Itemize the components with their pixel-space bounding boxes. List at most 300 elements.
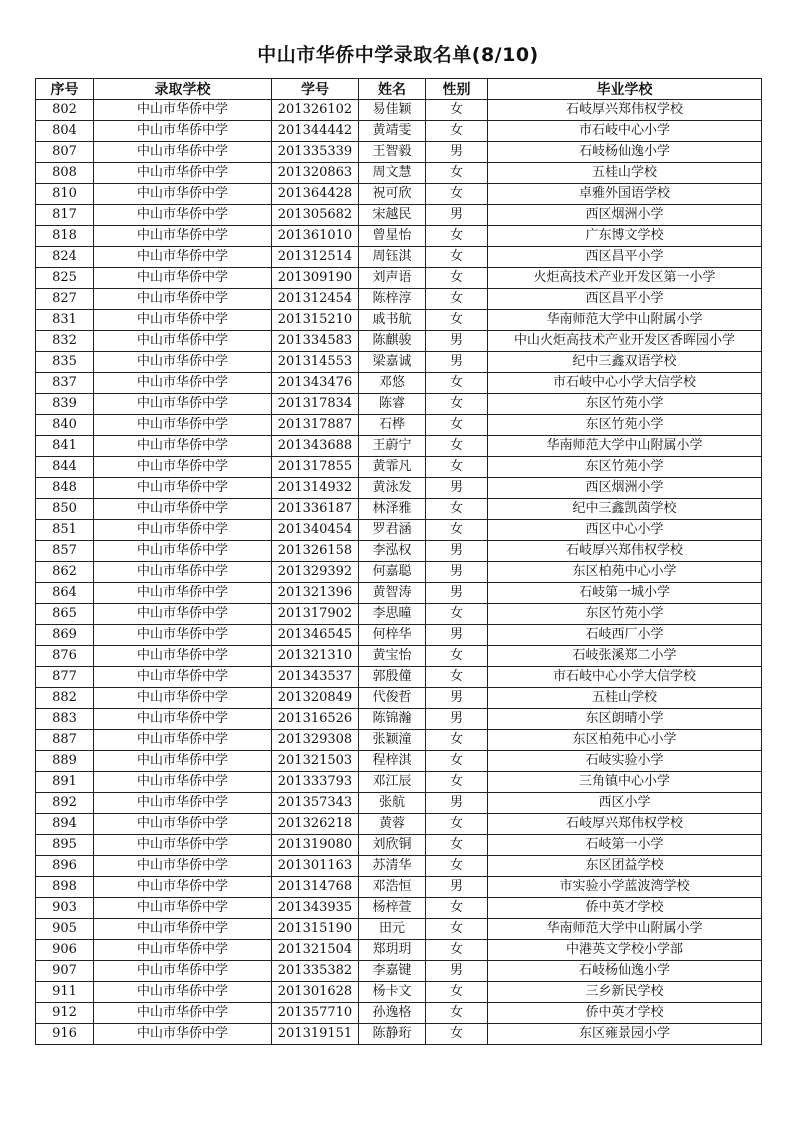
cell-grad-school: 西区烟洲小学	[488, 205, 762, 226]
cell-gender: 女	[426, 121, 488, 142]
cell-school: 中山市华侨中学	[94, 520, 272, 541]
cell-no: 850	[36, 499, 94, 520]
cell-school: 中山市华侨中学	[94, 1024, 272, 1045]
cell-no: 876	[36, 646, 94, 667]
cell-grad-school: 石岐厚兴郑伟权学校	[488, 541, 762, 562]
cell-student-id: 201315190	[272, 919, 359, 940]
table-row	[36, 1003, 762, 1024]
cell-name: 戚书航	[359, 310, 426, 331]
table-row	[36, 562, 762, 583]
cell-no: 825	[36, 268, 94, 289]
cell-school: 中山市华侨中学	[94, 457, 272, 478]
cell-student-id: 201361010	[272, 226, 359, 247]
cell-name: 程梓淇	[359, 751, 426, 772]
cell-name: 邓悠	[359, 373, 426, 394]
cell-grad-school: 市石岐中心小学大信学校	[488, 667, 762, 688]
cell-grad-school: 华南师范大学中山附属小学	[488, 436, 762, 457]
table-row	[36, 751, 762, 772]
cell-student-id: 201333793	[272, 772, 359, 793]
table-row	[36, 373, 762, 394]
cell-student-id: 201314768	[272, 877, 359, 898]
cell-school: 中山市华侨中学	[94, 646, 272, 667]
cell-grad-school: 东区团益学校	[488, 856, 762, 877]
cell-grad-school: 纪中三鑫凯茵学校	[488, 499, 762, 520]
cell-school: 中山市华侨中学	[94, 478, 272, 499]
cell-school: 中山市华侨中学	[94, 268, 272, 289]
cell-gender: 女	[426, 940, 488, 961]
cell-gender: 女	[426, 100, 488, 121]
header-school: 录取学校	[94, 79, 272, 100]
cell-student-id: 201343688	[272, 436, 359, 457]
table-row	[36, 667, 762, 688]
cell-grad-school: 中港英文学校小学部	[488, 940, 762, 961]
cell-no: 832	[36, 331, 94, 352]
cell-name: 宋越民	[359, 205, 426, 226]
table-row	[36, 688, 762, 709]
cell-student-id: 201314553	[272, 352, 359, 373]
table-row	[36, 583, 762, 604]
cell-gender: 女	[426, 730, 488, 751]
cell-school: 中山市华侨中学	[94, 436, 272, 457]
cell-grad-school: 广东博文学校	[488, 226, 762, 247]
cell-gender: 男	[426, 625, 488, 646]
cell-no: 804	[36, 121, 94, 142]
cell-student-id: 201317834	[272, 394, 359, 415]
cell-no: 835	[36, 352, 94, 373]
cell-student-id: 201321504	[272, 940, 359, 961]
cell-student-id: 201326158	[272, 541, 359, 562]
cell-no: 869	[36, 625, 94, 646]
cell-school: 中山市华侨中学	[94, 373, 272, 394]
cell-name: 杨卡文	[359, 982, 426, 1003]
cell-no: 862	[36, 562, 94, 583]
table-row	[36, 940, 762, 961]
cell-name: 苏清华	[359, 856, 426, 877]
table-row	[36, 541, 762, 562]
cell-name: 陈静珩	[359, 1024, 426, 1045]
cell-student-id: 201321396	[272, 583, 359, 604]
cell-name: 孙逸格	[359, 1003, 426, 1024]
cell-name: 陈睿	[359, 394, 426, 415]
table-row	[36, 898, 762, 919]
cell-school: 中山市华侨中学	[94, 226, 272, 247]
cell-name: 李思曈	[359, 604, 426, 625]
cell-gender: 男	[426, 541, 488, 562]
cell-name: 李嘉键	[359, 961, 426, 982]
table-row	[36, 961, 762, 982]
cell-no: 892	[36, 793, 94, 814]
table-body	[36, 100, 762, 1045]
cell-student-id: 201343537	[272, 667, 359, 688]
cell-grad-school: 西区昌平小学	[488, 289, 762, 310]
cell-no: 848	[36, 478, 94, 499]
cell-name: 祝可欣	[359, 184, 426, 205]
cell-no: 905	[36, 919, 94, 940]
cell-gender: 女	[426, 982, 488, 1003]
cell-grad-school: 西区中心小学	[488, 520, 762, 541]
cell-student-id: 201314932	[272, 478, 359, 499]
cell-student-id: 201357343	[272, 793, 359, 814]
cell-school: 中山市华侨中学	[94, 772, 272, 793]
table-row	[36, 835, 762, 856]
table-row	[36, 793, 762, 814]
cell-no: 864	[36, 583, 94, 604]
cell-no: 839	[36, 394, 94, 415]
cell-gender: 女	[426, 919, 488, 940]
cell-grad-school: 卓雅外国语学校	[488, 184, 762, 205]
cell-no: 818	[36, 226, 94, 247]
table-row	[36, 877, 762, 898]
cell-grad-school: 石岐西厂小学	[488, 625, 762, 646]
cell-grad-school: 东区竹苑小学	[488, 394, 762, 415]
cell-gender: 女	[426, 772, 488, 793]
cell-school: 中山市华侨中学	[94, 730, 272, 751]
cell-no: 841	[36, 436, 94, 457]
cell-grad-school: 石岐第一城小学	[488, 583, 762, 604]
cell-gender: 女	[426, 457, 488, 478]
cell-gender: 男	[426, 352, 488, 373]
cell-school: 中山市华侨中学	[94, 352, 272, 373]
cell-school: 中山市华侨中学	[94, 121, 272, 142]
table-row	[36, 982, 762, 1003]
cell-no: 802	[36, 100, 94, 121]
cell-no: 844	[36, 457, 94, 478]
cell-name: 黄霏凡	[359, 457, 426, 478]
cell-grad-school: 市石岐中心小学大信学校	[488, 373, 762, 394]
table-row	[36, 184, 762, 205]
cell-grad-school: 纪中三鑫双语学校	[488, 352, 762, 373]
cell-name: 林泽雅	[359, 499, 426, 520]
cell-name: 邓江辰	[359, 772, 426, 793]
table-row	[36, 310, 762, 331]
cell-gender: 男	[426, 478, 488, 499]
cell-no: 903	[36, 898, 94, 919]
table-row	[36, 121, 762, 142]
cell-school: 中山市华侨中学	[94, 310, 272, 331]
cell-student-id: 201326102	[272, 100, 359, 121]
cell-name: 陈梓淳	[359, 289, 426, 310]
cell-no: 912	[36, 1003, 94, 1024]
header-no: 序号	[36, 79, 94, 100]
cell-gender: 女	[426, 184, 488, 205]
cell-school: 中山市华侨中学	[94, 415, 272, 436]
table-row	[36, 268, 762, 289]
cell-school: 中山市华侨中学	[94, 583, 272, 604]
cell-gender: 女	[426, 289, 488, 310]
cell-name: 李泓权	[359, 541, 426, 562]
cell-name: 石桦	[359, 415, 426, 436]
cell-student-id: 201344442	[272, 121, 359, 142]
cell-grad-school: 西区小学	[488, 793, 762, 814]
table-row	[36, 436, 762, 457]
cell-gender: 女	[426, 1024, 488, 1045]
cell-gender: 男	[426, 331, 488, 352]
header-student-id: 学号	[272, 79, 359, 100]
cell-school: 中山市华侨中学	[94, 289, 272, 310]
table-row	[36, 709, 762, 730]
cell-no: 882	[36, 688, 94, 709]
cell-grad-school: 五桂山学校	[488, 163, 762, 184]
cell-school: 中山市华侨中学	[94, 835, 272, 856]
cell-school: 中山市华侨中学	[94, 394, 272, 415]
cell-name: 黄蓉	[359, 814, 426, 835]
cell-gender: 男	[426, 961, 488, 982]
table-row	[36, 457, 762, 478]
cell-school: 中山市华侨中学	[94, 751, 272, 772]
cell-school: 中山市华侨中学	[94, 142, 272, 163]
cell-gender: 女	[426, 394, 488, 415]
cell-school: 中山市华侨中学	[94, 793, 272, 814]
cell-no: 877	[36, 667, 94, 688]
cell-gender: 女	[426, 373, 488, 394]
cell-grad-school: 西区烟洲小学	[488, 478, 762, 499]
cell-gender: 女	[426, 835, 488, 856]
cell-gender: 女	[426, 667, 488, 688]
table-row	[36, 415, 762, 436]
cell-name: 刘欣铜	[359, 835, 426, 856]
cell-student-id: 201320863	[272, 163, 359, 184]
cell-gender: 女	[426, 751, 488, 772]
cell-grad-school: 石岐杨仙逸小学	[488, 961, 762, 982]
cell-name: 田元	[359, 919, 426, 940]
cell-grad-school: 西区昌平小学	[488, 247, 762, 268]
cell-grad-school: 东区竹苑小学	[488, 457, 762, 478]
cell-gender: 女	[426, 310, 488, 331]
cell-grad-school: 东区竹苑小学	[488, 415, 762, 436]
cell-name: 黄靖雯	[359, 121, 426, 142]
cell-name: 何梓华	[359, 625, 426, 646]
cell-name: 何嘉聪	[359, 562, 426, 583]
cell-gender: 女	[426, 898, 488, 919]
cell-school: 中山市华侨中学	[94, 100, 272, 121]
table-row	[36, 604, 762, 625]
cell-student-id: 201317855	[272, 457, 359, 478]
cell-no: 891	[36, 772, 94, 793]
cell-school: 中山市华侨中学	[94, 961, 272, 982]
table-row	[36, 814, 762, 835]
cell-grad-school: 东区柏苑中心小学	[488, 562, 762, 583]
cell-student-id: 201336187	[272, 499, 359, 520]
cell-school: 中山市华侨中学	[94, 856, 272, 877]
cell-student-id: 201319080	[272, 835, 359, 856]
cell-school: 中山市华侨中学	[94, 709, 272, 730]
table-row	[36, 478, 762, 499]
cell-name: 张颖潼	[359, 730, 426, 751]
cell-gender: 女	[426, 646, 488, 667]
cell-grad-school: 中山火炬高技术产业开发区香晖园小学	[488, 331, 762, 352]
cell-no: 865	[36, 604, 94, 625]
cell-grad-school: 三乡新民学校	[488, 982, 762, 1003]
cell-gender: 男	[426, 709, 488, 730]
cell-student-id: 201343935	[272, 898, 359, 919]
cell-grad-school: 东区朗晴小学	[488, 709, 762, 730]
table-row	[36, 625, 762, 646]
cell-no: 895	[36, 835, 94, 856]
cell-school: 中山市华侨中学	[94, 898, 272, 919]
cell-gender: 男	[426, 688, 488, 709]
cell-name: 梁嘉诚	[359, 352, 426, 373]
cell-school: 中山市华侨中学	[94, 625, 272, 646]
table-row	[36, 352, 762, 373]
cell-gender: 男	[426, 877, 488, 898]
table-row	[36, 919, 762, 940]
cell-grad-school: 市实验小学蓝波湾学校	[488, 877, 762, 898]
cell-name: 刘声语	[359, 268, 426, 289]
cell-name: 陈麒骏	[359, 331, 426, 352]
cell-gender: 男	[426, 562, 488, 583]
cell-gender: 女	[426, 415, 488, 436]
cell-grad-school: 东区雍景园小学	[488, 1024, 762, 1045]
cell-no: 817	[36, 205, 94, 226]
table-row	[36, 289, 762, 310]
cell-name: 杨梓萱	[359, 898, 426, 919]
cell-grad-school: 石岐杨仙逸小学	[488, 142, 762, 163]
cell-grad-school: 东区柏苑中心小学	[488, 730, 762, 751]
cell-name: 邓浩恒	[359, 877, 426, 898]
cell-name: 郑玥玥	[359, 940, 426, 961]
table-row	[36, 142, 762, 163]
cell-no: 898	[36, 877, 94, 898]
cell-school: 中山市华侨中学	[94, 877, 272, 898]
cell-no: 857	[36, 541, 94, 562]
cell-gender: 女	[426, 226, 488, 247]
table-row	[36, 163, 762, 184]
cell-student-id: 201364428	[272, 184, 359, 205]
cell-student-id: 201312514	[272, 247, 359, 268]
admission-table	[35, 78, 762, 1045]
cell-no: 911	[36, 982, 94, 1003]
cell-student-id: 201357710	[272, 1003, 359, 1024]
cell-no: 851	[36, 520, 94, 541]
table-row	[36, 226, 762, 247]
table-row	[36, 205, 762, 226]
cell-no: 916	[36, 1024, 94, 1045]
cell-no: 827	[36, 289, 94, 310]
cell-name: 王蔚宁	[359, 436, 426, 457]
table-row	[36, 646, 762, 667]
header-name: 姓名	[359, 79, 426, 100]
cell-grad-school: 华南师范大学中山附属小学	[488, 919, 762, 940]
cell-gender: 女	[426, 1003, 488, 1024]
cell-grad-school: 华南师范大学中山附属小学	[488, 310, 762, 331]
cell-student-id: 201335339	[272, 142, 359, 163]
cell-school: 中山市华侨中学	[94, 331, 272, 352]
cell-no: 894	[36, 814, 94, 835]
header-grad-school: 毕业学校	[488, 79, 762, 100]
table-row	[36, 100, 762, 121]
table-row	[36, 499, 762, 520]
cell-gender: 男	[426, 583, 488, 604]
cell-school: 中山市华侨中学	[94, 982, 272, 1003]
cell-student-id: 201335382	[272, 961, 359, 982]
cell-gender: 女	[426, 247, 488, 268]
cell-school: 中山市华侨中学	[94, 247, 272, 268]
cell-student-id: 201326218	[272, 814, 359, 835]
cell-name: 郭殷僮	[359, 667, 426, 688]
cell-gender: 女	[426, 499, 488, 520]
cell-school: 中山市华侨中学	[94, 667, 272, 688]
cell-name: 罗君涵	[359, 520, 426, 541]
cell-school: 中山市华侨中学	[94, 499, 272, 520]
table-row	[36, 730, 762, 751]
cell-school: 中山市华侨中学	[94, 163, 272, 184]
cell-school: 中山市华侨中学	[94, 205, 272, 226]
cell-student-id: 201319151	[272, 1024, 359, 1045]
cell-grad-school: 石岐张溪郑二小学	[488, 646, 762, 667]
cell-student-id: 201320849	[272, 688, 359, 709]
cell-student-id: 201312454	[272, 289, 359, 310]
cell-grad-school: 侨中英才学校	[488, 898, 762, 919]
table-row	[36, 1024, 762, 1045]
header-gender: 性别	[426, 79, 488, 100]
cell-no: 896	[36, 856, 94, 877]
cell-name: 黄智涛	[359, 583, 426, 604]
cell-no: 840	[36, 415, 94, 436]
cell-gender: 女	[426, 163, 488, 184]
cell-no: 824	[36, 247, 94, 268]
cell-school: 中山市华侨中学	[94, 919, 272, 940]
cell-student-id: 201309190	[272, 268, 359, 289]
cell-grad-school: 东区竹苑小学	[488, 604, 762, 625]
cell-name: 代俊哲	[359, 688, 426, 709]
cell-gender: 男	[426, 205, 488, 226]
cell-name: 周钰淇	[359, 247, 426, 268]
cell-gender: 女	[426, 436, 488, 457]
cell-student-id: 201340454	[272, 520, 359, 541]
cell-name: 王智毅	[359, 142, 426, 163]
cell-name: 易佳颖	[359, 100, 426, 121]
page-title: 中山市华侨中学录取名单(8/10)	[257, 44, 539, 66]
cell-student-id: 201316526	[272, 709, 359, 730]
cell-name: 黄泳发	[359, 478, 426, 499]
cell-grad-school: 石岐厚兴郑伟权学校	[488, 814, 762, 835]
cell-name: 张航	[359, 793, 426, 814]
cell-student-id: 201334583	[272, 331, 359, 352]
cell-student-id: 201346545	[272, 625, 359, 646]
cell-school: 中山市华侨中学	[94, 541, 272, 562]
cell-no: 837	[36, 373, 94, 394]
table-row	[36, 772, 762, 793]
cell-student-id: 201343476	[272, 373, 359, 394]
cell-grad-school: 市石岐中心小学	[488, 121, 762, 142]
cell-grad-school: 石岐第一小学	[488, 835, 762, 856]
cell-name: 曾星怡	[359, 226, 426, 247]
cell-gender: 女	[426, 604, 488, 625]
table-row	[36, 394, 762, 415]
cell-grad-school: 五桂山学校	[488, 688, 762, 709]
cell-gender: 女	[426, 520, 488, 541]
cell-no: 810	[36, 184, 94, 205]
cell-no: 808	[36, 163, 94, 184]
cell-grad-school: 火炬高技术产业开发区第一小学	[488, 268, 762, 289]
cell-student-id: 201321310	[272, 646, 359, 667]
cell-no: 807	[36, 142, 94, 163]
cell-gender: 男	[426, 793, 488, 814]
cell-gender: 女	[426, 268, 488, 289]
cell-no: 889	[36, 751, 94, 772]
cell-name: 黄宝怡	[359, 646, 426, 667]
cell-no: 887	[36, 730, 94, 751]
cell-school: 中山市华侨中学	[94, 940, 272, 961]
cell-grad-school: 石岐厚兴郑伟权学校	[488, 100, 762, 121]
cell-student-id: 201315210	[272, 310, 359, 331]
cell-name: 周文慧	[359, 163, 426, 184]
cell-student-id: 201321503	[272, 751, 359, 772]
cell-name: 陈锦瀚	[359, 709, 426, 730]
cell-no: 883	[36, 709, 94, 730]
cell-no: 831	[36, 310, 94, 331]
cell-grad-school: 三角镇中心小学	[488, 772, 762, 793]
